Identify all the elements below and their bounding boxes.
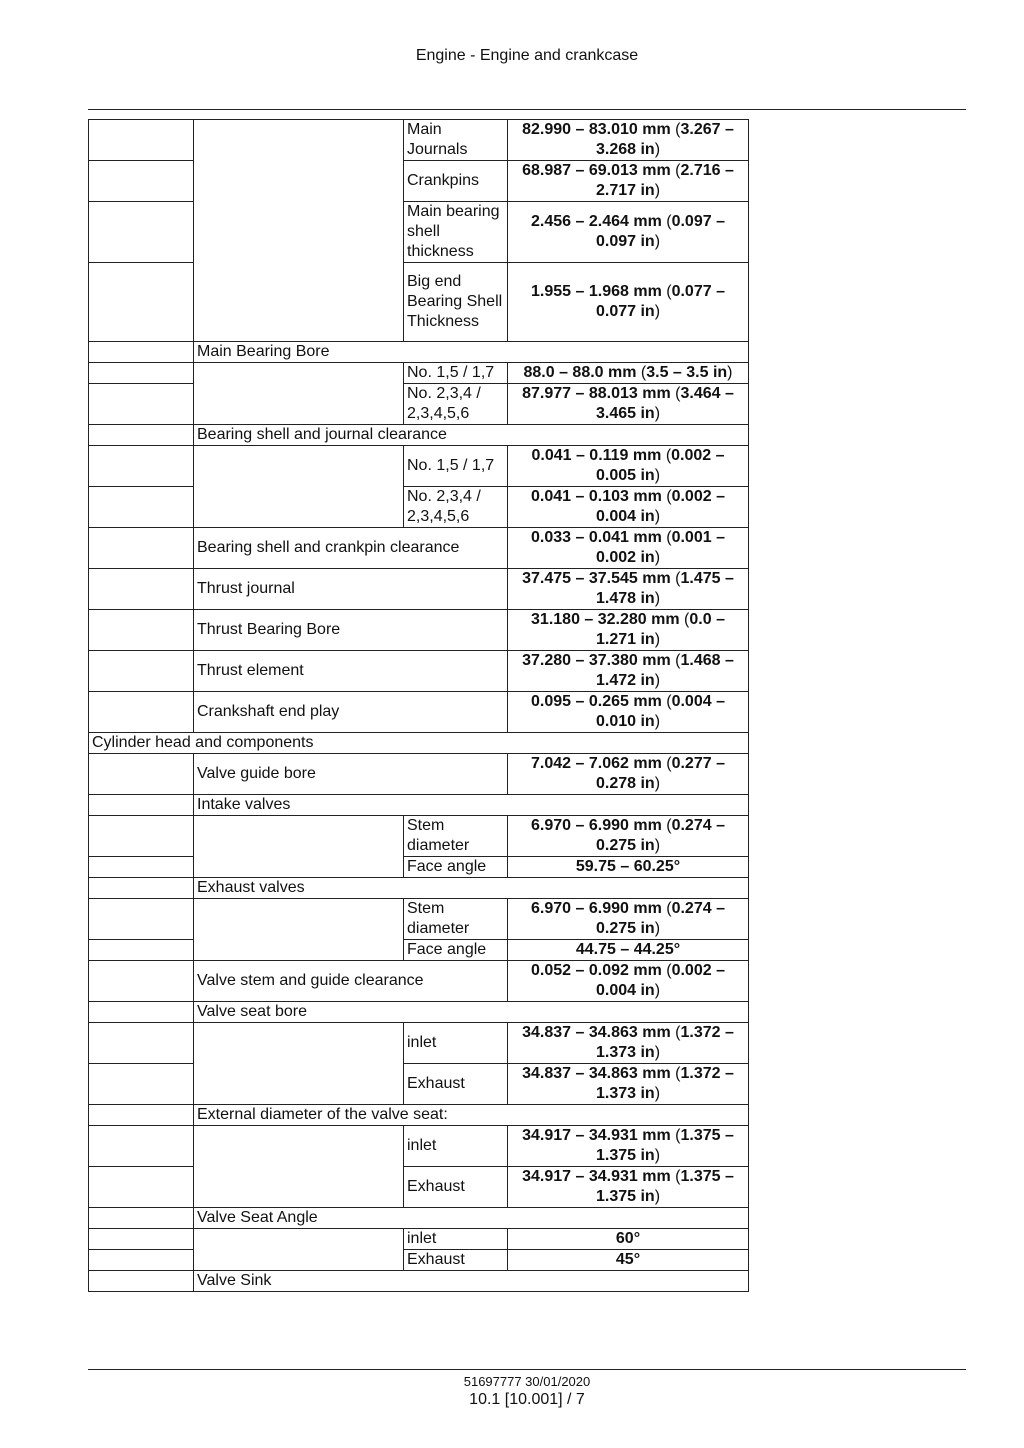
table-row (89, 1208, 749, 1229)
spec-value: 60° (508, 1229, 749, 1250)
table-row (89, 569, 749, 610)
table-row (89, 610, 749, 651)
document-reference: 51697777 30/01/2020 (463, 1374, 591, 1389)
spec-label: Crankshaft end play (194, 692, 508, 733)
spec-value: 0.033 – 0.041 mm (0.001 – 0.002 in) (508, 528, 749, 569)
spec-value: 0.095 – 0.265 mm (0.004 – 0.010 in) (508, 692, 749, 733)
table-row (89, 446, 749, 487)
spec-label: Face angle (404, 857, 508, 878)
table-row (89, 1271, 749, 1292)
spec-value: 0.041 – 0.103 mm (0.002 – 0.004 in) (508, 487, 749, 528)
footer-divider (88, 1369, 966, 1370)
section-heading: Bearing shell and journal clearance (194, 425, 749, 446)
spec-value: 6.970 – 6.990 mm (0.274 – 0.275 in) (508, 899, 749, 940)
table-row (89, 857, 749, 878)
spec-label: No. 2,3,4 / 2,3,4,5,6 (404, 384, 508, 425)
section-heading: Cylinder head and components (89, 733, 749, 754)
table-row (89, 899, 749, 940)
spec-label: Exhaust (404, 1167, 508, 1208)
table-row (89, 1002, 749, 1023)
spec-label: Main bearing shell thickness (404, 202, 508, 263)
spec-label: Valve guide bore (194, 754, 508, 795)
spec-label: Exhaust (404, 1064, 508, 1105)
specification-table (88, 119, 749, 1292)
spec-value: 0.052 – 0.092 mm (0.002 – 0.004 in) (508, 961, 749, 1002)
spec-label: Stem diameter (404, 899, 508, 940)
table-row (89, 1064, 749, 1105)
table-row (89, 1250, 749, 1271)
spec-label: Thrust element (194, 651, 508, 692)
spec-label: Main Journals (404, 120, 508, 161)
spec-value: 88.0 – 88.0 mm (3.5 – 3.5 in) (508, 363, 749, 384)
table-row (89, 940, 749, 961)
table-row (89, 651, 749, 692)
table-row (89, 754, 749, 795)
spec-value: 59.75 – 60.25° (508, 857, 749, 878)
table-row (89, 487, 749, 528)
spec-value: 31.180 – 32.280 mm (0.0 – 1.271 in) (508, 610, 749, 651)
spec-label: No. 1,5 / 1,7 (404, 363, 508, 384)
table-row (89, 161, 749, 202)
table-row (89, 692, 749, 733)
table-row (89, 342, 749, 363)
spec-value: 34.837 – 34.863 mm (1.372 – 1.373 in) (508, 1064, 749, 1105)
spec-value: 37.280 – 37.380 mm (1.468 – 1.472 in) (508, 651, 749, 692)
spec-label: Bearing shell and crankpin clearance (194, 528, 508, 569)
section-heading: Intake valves (194, 795, 749, 816)
spec-label: Exhaust (404, 1250, 508, 1271)
section-heading: Valve Sink (194, 1271, 749, 1292)
spec-value: 1.955 – 1.968 mm (0.077 – 0.077 in) (508, 263, 749, 342)
section-heading: External diameter of the valve seat: (194, 1105, 749, 1126)
spec-value: 44.75 – 44.25° (508, 940, 749, 961)
spec-label: Face angle (404, 940, 508, 961)
spec-value: 34.917 – 34.931 mm (1.375 – 1.375 in) (508, 1167, 749, 1208)
page-header-title: Engine - Engine and crankcase (415, 47, 639, 64)
header-divider (88, 109, 966, 110)
table-row (89, 1167, 749, 1208)
spec-label: No. 2,3,4 / 2,3,4,5,6 (404, 487, 508, 528)
table-row (89, 263, 749, 342)
spec-value: 68.987 – 69.013 mm (2.716 – 2.717 in) (508, 161, 749, 202)
table-row (89, 878, 749, 899)
spec-value: 87.977 – 88.013 mm (3.464 – 3.465 in) (508, 384, 749, 425)
spec-value: 34.917 – 34.931 mm (1.375 – 1.375 in) (508, 1126, 749, 1167)
table-row (89, 202, 749, 263)
spec-label: Thrust journal (194, 569, 508, 610)
table-row (89, 1126, 749, 1167)
page-number: 10.1 [10.001] / 7 (469, 1391, 585, 1408)
spec-value: 45° (508, 1250, 749, 1271)
spec-label: Big end Bearing Shell Thickness (404, 263, 508, 342)
spec-label: Valve stem and guide clearance (194, 961, 508, 1002)
spec-label: inlet (404, 1229, 508, 1250)
spec-label: No. 1,5 / 1,7 (404, 446, 508, 487)
table-row (89, 1023, 749, 1064)
spec-label: inlet (404, 1126, 508, 1167)
section-heading: Exhaust valves (194, 878, 749, 899)
section-heading: Valve Seat Angle (194, 1208, 749, 1229)
spec-value: 2.456 – 2.464 mm (0.097 – 0.097 in) (508, 202, 749, 263)
spec-value: 37.475 – 37.545 mm (1.475 – 1.478 in) (508, 569, 749, 610)
spec-value: 0.041 – 0.119 mm (0.002 – 0.005 in) (508, 446, 749, 487)
table-row (89, 1229, 749, 1250)
table-row (89, 795, 749, 816)
table-row (89, 733, 749, 754)
table-row (89, 961, 749, 1002)
spec-value: 34.837 – 34.863 mm (1.372 – 1.373 in) (508, 1023, 749, 1064)
table-row (89, 1105, 749, 1126)
spec-value: 82.990 – 83.010 mm (3.267 – 3.268 in) (508, 120, 749, 161)
section-heading: Valve seat bore (194, 1002, 749, 1023)
section-heading: Main Bearing Bore (194, 342, 749, 363)
spec-value: 6.970 – 6.990 mm (0.274 – 0.275 in) (508, 816, 749, 857)
table-row (89, 120, 749, 161)
table-row (89, 425, 749, 446)
table-row (89, 363, 749, 384)
table-row (89, 384, 749, 425)
spec-label: Thrust Bearing Bore (194, 610, 508, 651)
table-row (89, 528, 749, 569)
spec-label: Stem diameter (404, 816, 508, 857)
spec-label: Crankpins (404, 161, 508, 202)
table-row (89, 816, 749, 857)
spec-value: 7.042 – 7.062 mm (0.277 – 0.278 in) (508, 754, 749, 795)
spec-label: inlet (404, 1023, 508, 1064)
